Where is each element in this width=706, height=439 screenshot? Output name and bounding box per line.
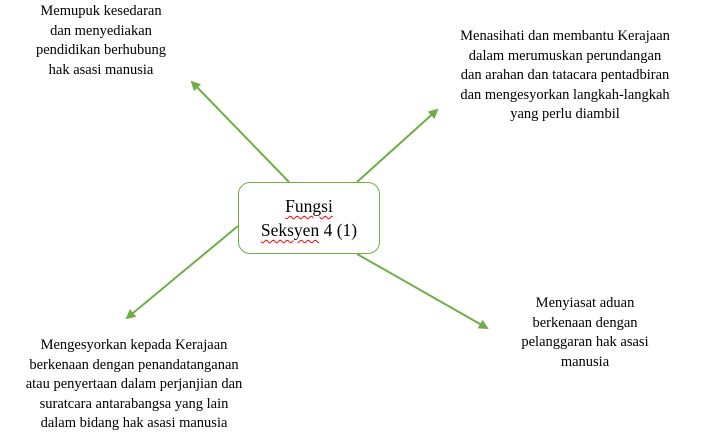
branch-line: dalam bidang hak asasi manusia [40,415,228,431]
branch-line: dan mengesyorkan langkah-langkah [460,86,670,103]
arrow-top-right [357,110,437,182]
center-node [238,182,380,254]
branch-line: dan arahan dan tatacara pentadbiran [460,67,670,83]
branch-top-left-text [18,2,184,80]
branch-bottom-right-text [500,294,670,372]
branch-line: yang perlu diambil [510,106,620,122]
arrow-bottom-right [357,254,487,328]
branch-line: Menasihati dan membantu Kerajaan [460,28,670,44]
center-subtitle-rest: 4 (1) [319,220,358,240]
arrow-bottom-left [127,226,238,318]
branch-line: suratcara antarabangsa yang lain [39,395,229,412]
branch-line: dalam merumuskan perundangan [468,47,662,64]
center-title: Fungsi [285,196,333,216]
arrow-top-left [192,82,289,182]
branch-line: berkenaan dengan penandatanganan [29,356,239,373]
branch-line: Memupuk kesedaran [40,3,162,19]
branch-line: pendidikan berhubung [35,42,167,58]
branch-line: hak asasi manusia [48,61,154,78]
branch-line: atau penyertaan dalam perjanjian dan [25,376,243,392]
branch-line: berkenaan dengan [532,314,638,331]
branch-line: dan menyediakan [50,22,152,39]
branch-bottom-left-text [2,336,266,434]
branch-line: Menyiasat aduan [535,295,635,311]
branch-line: Mengesyorkan kepada Kerajaan [40,337,228,353]
center-subtitle-word: Seksyen [260,220,320,240]
branch-top-right-text [447,27,683,125]
branch-line: manusia [560,353,610,370]
center-subtitle [261,218,357,242]
branch-line: pelanggaran hak asasi [521,334,649,350]
